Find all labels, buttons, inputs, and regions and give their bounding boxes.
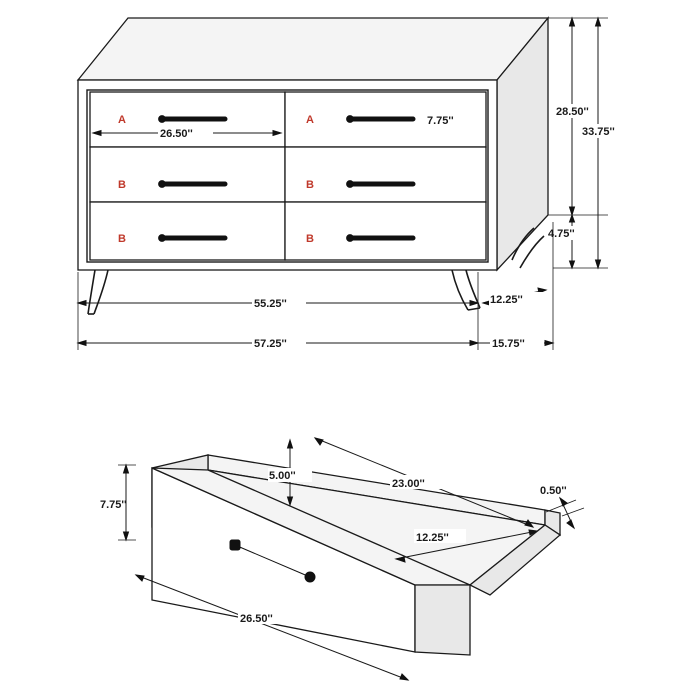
dim-drawer-height xyxy=(100,465,136,540)
dim-label-7-75-drawer-detail: 7.75'' xyxy=(100,499,127,511)
drawer-front-b-left-bottom xyxy=(90,202,285,260)
dim-heights-right xyxy=(546,18,626,268)
dim-label-33-75: 33.75'' xyxy=(582,126,615,138)
drawer-label-b4: B xyxy=(306,233,314,245)
dim-label-26-50-drawer: 26.50'' xyxy=(240,613,273,625)
dim-label-15-75: 15.75'' xyxy=(492,338,525,350)
drawer-front-b-left-mid xyxy=(90,147,285,202)
dim-label-12-25-drawer: 12.25'' xyxy=(416,532,449,544)
dim-label-4-75: 4.75'' xyxy=(548,228,575,240)
drawer-right-return xyxy=(415,585,470,655)
dim-case-depth xyxy=(483,288,546,306)
drawer-label-a1: A xyxy=(118,114,126,126)
dim-label-57-25: 57.25'' xyxy=(254,338,287,350)
drawer-label-b2: B xyxy=(306,179,314,191)
drawer-label-b3: B xyxy=(118,233,126,245)
dim-label-28-50: 28.50'' xyxy=(556,106,589,118)
dim-drawer-a-height xyxy=(427,115,454,127)
dim-label-5-00: 5.00'' xyxy=(269,470,296,482)
dresser-top-panel xyxy=(78,18,548,80)
dim-label-7-75-drawer: 7.75'' xyxy=(427,115,454,127)
dim-overall-width xyxy=(78,312,478,350)
dim-case-width xyxy=(78,272,478,312)
dim-label-55-25: 55.25'' xyxy=(254,298,287,310)
drawer-label-b1: B xyxy=(118,179,126,191)
drawer-front-b-right-bottom xyxy=(285,202,486,260)
dim-label-26-50-top: 26.50'' xyxy=(160,128,193,140)
drawer-front-b-right-mid xyxy=(285,147,486,202)
dim-label-12-25-dresser: 12.25'' xyxy=(490,294,523,306)
figure-drawer-detail xyxy=(100,438,584,680)
dim-label-0-50: 0.50'' xyxy=(540,485,567,497)
dim-label-23-00: 23.00'' xyxy=(392,478,425,490)
figure-dresser xyxy=(78,18,626,350)
drawer-label-a2: A xyxy=(306,114,314,126)
